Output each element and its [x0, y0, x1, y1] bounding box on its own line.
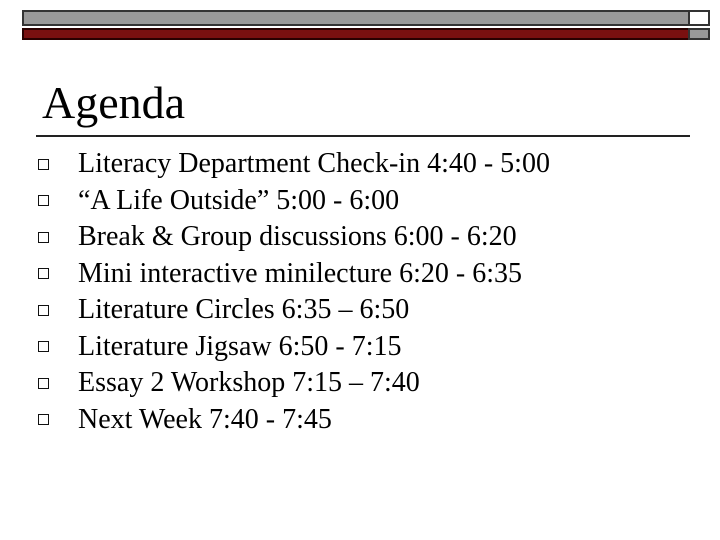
agenda-item — [38, 256, 550, 293]
slide-title: Agenda — [42, 77, 186, 128]
agenda-item-label: “A Life Outside” 5:00 - 6:00 — [78, 184, 400, 216]
hollow-square-bullet-icon — [38, 268, 49, 279]
agenda-item-label: Literature Jigsaw 6:50 - 7:15 — [78, 330, 402, 362]
hollow-square-bullet-icon — [38, 414, 49, 425]
agenda-item-label: Literature Circles 6:35 – 6:50 — [78, 294, 410, 326]
header-red-stripe — [22, 28, 692, 40]
agenda-item — [38, 183, 550, 220]
hollow-square-bullet-icon — [38, 305, 49, 316]
agenda-item-label: Essay 2 Workshop 7:15 – 7:40 — [78, 367, 420, 399]
hollow-square-bullet-icon — [38, 341, 49, 352]
agenda-item — [38, 292, 550, 329]
header-gray-stripe — [22, 10, 692, 26]
hollow-square-bullet-icon — [38, 159, 49, 170]
hollow-square-bullet-icon — [38, 195, 49, 206]
agenda-item — [38, 219, 550, 256]
agenda-item — [38, 402, 550, 439]
hollow-square-bullet-icon — [38, 378, 49, 389]
agenda-item-label: Mini interactive minilecture 6:20 - 6:35 — [78, 257, 522, 289]
hollow-square-bullet-icon — [38, 232, 49, 243]
agenda-item — [38, 146, 550, 183]
agenda-item — [38, 329, 550, 366]
agenda-item-label: Break & Group discussions 6:00 - 6:20 — [78, 221, 517, 253]
header-decoration-band — [22, 10, 710, 40]
agenda-item-label: Next Week 7:40 - 7:45 — [78, 403, 332, 435]
title-divider — [36, 135, 690, 137]
agenda-list — [38, 146, 550, 438]
agenda-item — [38, 365, 550, 402]
header-corner-box-bottom — [688, 28, 710, 40]
header-corner-box-top — [688, 10, 710, 26]
agenda-item-label: Literacy Department Check-in 4:40 - 5:00 — [78, 148, 550, 180]
